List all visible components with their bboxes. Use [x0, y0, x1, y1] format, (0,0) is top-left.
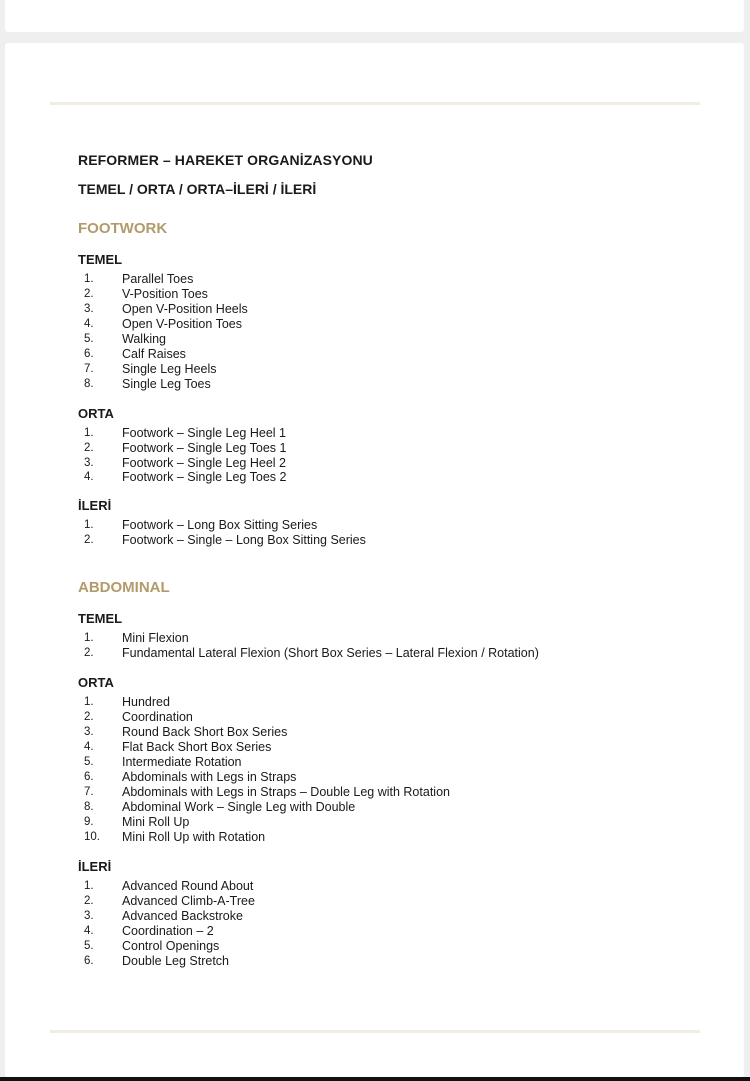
list-item: [78, 830, 708, 845]
level-group: [78, 858, 708, 969]
item-text: Fundamental Lateral Flexion (Short Box Series – Lateral Flexion / Rotation): [122, 646, 539, 661]
list-item: [78, 954, 708, 969]
item-number: 2.: [84, 534, 94, 547]
item-number: 6.: [84, 771, 94, 784]
exercise-list: [78, 272, 708, 392]
item-number: 1.: [84, 273, 94, 285]
level-title: TEMEL: [78, 611, 123, 627]
item-number: 9.: [84, 815, 94, 828]
level-title: İLERİ: [78, 858, 112, 874]
section-footwork: [78, 219, 708, 548]
item-text: Advanced Round About: [122, 878, 254, 893]
item-text: Single Leg Heels: [122, 361, 217, 376]
level-title: ORTA: [78, 405, 114, 421]
list-item: [78, 272, 708, 287]
item-text: Open V-Position Heels: [122, 301, 248, 316]
list-item: [78, 770, 708, 785]
item-number: 5.: [84, 332, 94, 345]
list-item: [78, 317, 708, 332]
section-abdominal: [78, 578, 708, 968]
list-item: [78, 725, 708, 740]
section-title: FOOTWORK: [78, 220, 168, 237]
list-item: [78, 533, 708, 548]
item-text: Footwork – Single Leg Toes 1: [122, 440, 287, 455]
item-text: Open V-Position Toes: [122, 316, 242, 331]
level-group: [78, 674, 708, 845]
document-title: REFORMER – HAREKET ORGANİZASYONU: [78, 152, 373, 168]
exercise-list: [78, 426, 708, 486]
item-number: 6.: [84, 347, 94, 360]
item-number: 4.: [84, 317, 94, 330]
item-number: 4.: [84, 741, 94, 754]
item-number: 2.: [84, 894, 94, 907]
list-item: [78, 332, 708, 347]
item-text: Footwork – Single Leg Toes 2: [122, 470, 287, 485]
item-number: 2.: [84, 287, 94, 300]
list-item: [78, 755, 708, 770]
viewer-bottom-edge: [0, 1077, 750, 1081]
item-number: 3.: [84, 302, 94, 315]
item-text: Mini Roll Up: [122, 814, 190, 829]
list-item: [78, 426, 708, 441]
section-title: ABDOMINAL: [78, 579, 170, 597]
item-text: Coordination – 2: [122, 923, 214, 938]
previous-page-edge: [5, 0, 744, 32]
item-text: Abdominals with Legs in Straps: [122, 770, 297, 785]
item-text: Advanced Climb-A-Tree: [122, 893, 255, 908]
item-number: 7.: [84, 362, 94, 375]
list-item: [78, 456, 708, 471]
list-item: [78, 740, 708, 755]
list-item: [78, 377, 708, 392]
list-item: [78, 347, 708, 362]
level-title: TEMEL: [78, 252, 123, 267]
item-text: Parallel Toes: [122, 272, 194, 286]
list-item: [78, 441, 708, 456]
item-number: 8.: [84, 377, 94, 390]
level-group: [78, 497, 708, 548]
document-subtitle: TEMEL / ORTA / ORTA–İLERİ / İLERİ: [78, 181, 317, 197]
list-item: [78, 710, 708, 725]
document-page[interactable]: [5, 43, 744, 1077]
item-text: Walking: [122, 331, 166, 346]
item-number: 3.: [84, 726, 94, 739]
item-text: Flat Back Short Box Series: [122, 740, 272, 755]
bottom-divider: [50, 1030, 700, 1033]
item-text: Hundred: [122, 695, 170, 710]
item-text: Abdominal Work – Single Leg with Double: [122, 799, 356, 814]
list-item: [78, 302, 708, 317]
item-text: Advanced Backstroke: [122, 908, 243, 923]
item-text: Footwork – Single Leg Heel 1: [122, 425, 286, 440]
exercise-list: [78, 695, 708, 845]
item-number: 2.: [84, 711, 94, 724]
level-group: [78, 251, 708, 392]
item-text: Round Back Short Box Series: [122, 725, 288, 740]
item-number: 4.: [84, 471, 94, 484]
item-text: Mini Flexion: [122, 631, 189, 646]
list-item: [78, 470, 708, 485]
list-item: [78, 894, 708, 909]
item-number: 3.: [84, 456, 94, 469]
item-number: 1.: [84, 632, 94, 645]
list-item: [78, 646, 708, 661]
item-number: 6.: [84, 954, 94, 967]
item-number: 1.: [84, 696, 94, 709]
item-number: 8.: [84, 800, 94, 813]
list-item: [78, 631, 708, 646]
document-content: [78, 151, 708, 969]
top-divider: [50, 102, 700, 105]
item-text: Footwork – Single Leg Heel 2: [122, 455, 286, 470]
exercise-list: [78, 631, 708, 661]
item-text: Footwork – Single – Long Box Sitting Series: [122, 533, 366, 548]
list-item: [78, 518, 708, 533]
item-text: Abdominals with Legs in Straps – Double Leg with Rotation: [122, 784, 450, 799]
exercise-list: [78, 879, 708, 969]
item-text: Intermediate Rotation: [122, 755, 242, 770]
item-text: Single Leg Toes: [122, 376, 211, 391]
list-item: [78, 785, 708, 800]
item-text: V-Position Toes: [122, 286, 208, 301]
item-text: Coordination: [122, 710, 193, 725]
item-number: 1.: [84, 879, 94, 892]
level-title: İLERİ: [78, 498, 112, 514]
list-item: [78, 909, 708, 924]
list-item: [78, 924, 708, 939]
list-item: [78, 939, 708, 954]
list-item: [78, 287, 708, 302]
item-number: 2.: [84, 441, 94, 454]
item-number: 2.: [84, 647, 94, 660]
item-text: Control Openings: [122, 938, 220, 953]
item-number: 3.: [84, 909, 94, 922]
item-number: 7.: [84, 785, 94, 798]
item-number: 5.: [84, 939, 94, 952]
item-text: Mini Roll Up with Rotation: [122, 829, 266, 844]
item-text: Footwork – Long Box Sitting Series: [122, 518, 318, 533]
item-text: Double Leg Stretch: [122, 953, 230, 968]
level-title: ORTA: [78, 675, 114, 691]
item-number: 1.: [84, 519, 94, 532]
level-group: [78, 405, 708, 486]
item-number: 5.: [84, 756, 94, 769]
exercise-list: [78, 518, 708, 548]
level-group: [78, 610, 708, 661]
list-item: [78, 695, 708, 710]
list-item: [78, 362, 708, 377]
list-item: [78, 800, 708, 815]
item-number: 1.: [84, 426, 94, 439]
item-number: 10.: [84, 830, 100, 843]
list-item: [78, 879, 708, 894]
item-text: Calf Raises: [122, 346, 186, 361]
item-number: 4.: [84, 924, 94, 937]
list-item: [78, 815, 708, 830]
